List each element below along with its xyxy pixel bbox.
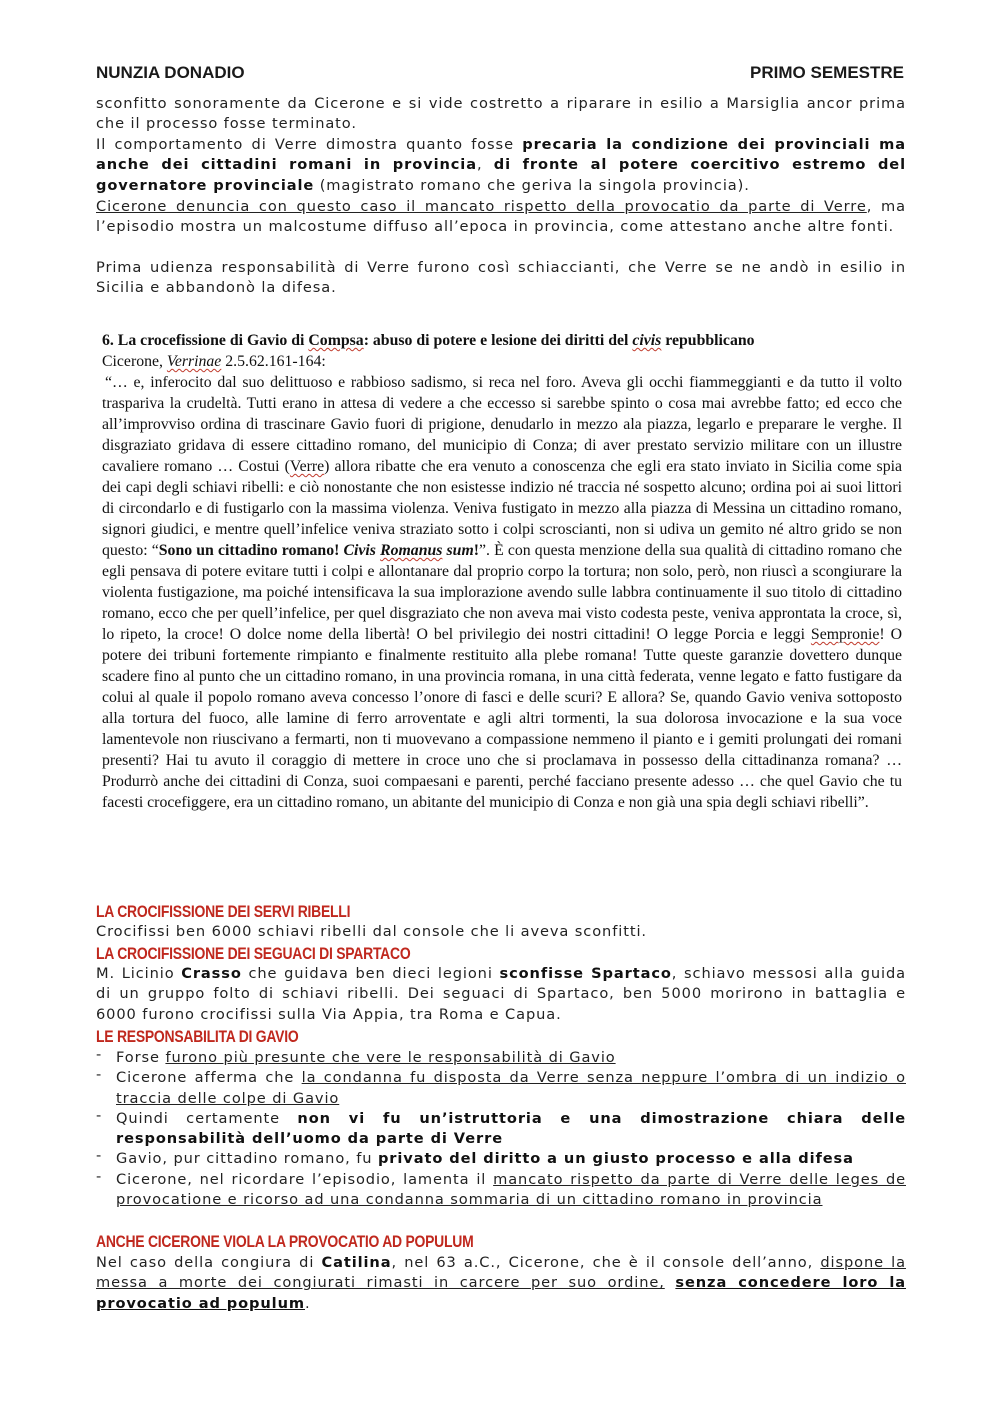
list-item xyxy=(96,1106,906,1150)
spellcheck-word: civis xyxy=(632,332,662,349)
text-span: , ma l’episodio mostra un malcostume diffuso all’epoca in provincia, come attestano anche altre fonti. xyxy=(96,198,906,236)
bold-text: non vi fu un’istruttoria e una dimostrazione chiara delle responsabilità dell’uomo da parte di Verre xyxy=(116,1109,906,1148)
bold-text: Catilina xyxy=(321,1254,392,1271)
list-item xyxy=(96,1068,906,1109)
quote-source xyxy=(102,351,902,372)
text-span: Il comportamento di Verre dimostra quanto fosse xyxy=(96,136,523,153)
text-span: Cicerone, nel ricordare l’episodio, lamenta il xyxy=(116,1170,494,1188)
intro-paragraph-4: Prima udienza responsabilità di Verre furono così schiaccianti, che Verre se ne andò in esilio in Sicilia e abbandonò la difesa. xyxy=(96,259,906,297)
intro-paragraph-3 xyxy=(96,197,906,238)
text-span: 6. La crocefissione di Gavio di xyxy=(102,332,309,349)
spellcheck-word: Sempronie xyxy=(810,626,880,643)
heading-seguaci-spartaco: LA CROCIFISSIONE DEI SEGUACI DI SPARTACO xyxy=(96,944,411,963)
bold-text: ! xyxy=(473,542,480,559)
list-item xyxy=(96,1149,906,1169)
bold-text: sconfisse Spartaco xyxy=(499,965,672,982)
text-span: , xyxy=(476,156,494,174)
spartaco-paragraph xyxy=(96,964,906,1025)
text-span: “… e, inferocito dal suo delittuoso e rabbioso sadismo, si reca nel foro. Aveva gli occhi fiammeggianti e da tutto il volto traspariva la crudeltà. Tutti erano in attesa di vedere a che eccesso si sarebbe spinto o cosa mai avrebbe fatto; ed ecco che all’improvviso ordina di trascinare Gavio fuori di prigione, denudarlo in mezzo ala piazza, legarlo e preparare le verghe. Il disgraziato gridava di essere cittadino romano, del municipio di Conza; di aver prestato servizio militare con un illustre cavaliere romano … Costui ( xyxy=(102,374,902,475)
quote-text xyxy=(102,372,902,813)
heading-cicerone-provocatio: ANCHE CICERONE VIOLA LA PROVOCATIO AD POPULUM xyxy=(96,1232,474,1251)
text-span: Quindi certamente xyxy=(116,1109,298,1127)
intro-paragraph-2 xyxy=(96,135,906,196)
text-span xyxy=(665,1274,676,1291)
text-span: Forse xyxy=(116,1049,166,1066)
text-span: repubblicano xyxy=(661,332,755,349)
dash-bullet: - xyxy=(96,1167,103,1185)
underlined-text: la condanna fu disposta da Verre senza neppure l’ombra di un indizio o traccia delle colpe di Gavio xyxy=(116,1069,906,1107)
text-span: , nel 63 a.C., Cicerone, che è il console dell’anno, xyxy=(391,1254,821,1271)
list-item xyxy=(96,1048,906,1068)
bold-text: privato del diritto a un giusto processo e alla difesa xyxy=(377,1150,854,1168)
underlined-text: mancato rispetto da parte di Verre delle leges de provocatione e ricorso ad una condanna sommaria di un cittadino romano in provincia xyxy=(116,1170,906,1209)
list-item xyxy=(96,1167,906,1211)
text-span: ”. È con questa menzione della sua qualità di cittadino romano che egli pensava di potere evitare tutti i colpi e allontanare dal proprio corpo la tortura; non solo, però, non riuscì a scongiurare la violenta fustigazione, ma poiché intensificava la sua implorazione avendo sulle labbra continuamente il suo titolo di cittadino romano, ecco che per quell’infelice, per quel disgraziato che non aveva mai visto codesta peste, veniva approntata la croce, sì, lo ripeto, la croce! O dolce nome della libertà! O bel privilegio dei nostri cittadini! O legge Porcia e leggi xyxy=(102,542,902,643)
dash-bullet: - xyxy=(96,1066,103,1084)
page-header xyxy=(96,63,904,85)
text-span: (magistrato romano che geriva la singola provincia). xyxy=(314,176,750,194)
underlined-text: Cicerone denuncia con questo caso il mancato rispetto della provocatio da parte di Verre xyxy=(96,198,867,215)
heading-servi-ribelli: LA CROCIFISSIONE DEI SERVI RIBELLI xyxy=(96,902,351,921)
dash-bullet: - xyxy=(96,1046,103,1063)
author-name: NUNZIA DONADIO xyxy=(96,63,245,82)
spellcheck-word: Compsa xyxy=(308,332,364,349)
dash-bullet: - xyxy=(96,1106,103,1124)
italic-bold-text: Civis xyxy=(343,542,381,559)
bold-text: Sono un cittadino romano! xyxy=(158,542,344,559)
text-span: 2.5.62.161-164: xyxy=(221,353,326,370)
semester-label: PRIMO SEMESTRE xyxy=(750,63,904,82)
text-span: ! O potere dei tribuni fortemente rimpianto e finalmente restituito alla plebe romana! Tutte queste garanzie dovettero dunque scadere fino al punto che un cittadino romano, in una provincia romana, in una città federata, venne legato e fatto fustigare da colui al quale il popolo romano aveva concesso l’onore di fasci e delle scuri? E allora? Se, quando Gavio veniva sottoposto alla tortura del fuoco, alle lamine di ferro arroventate e agli altri tormenti, la sua dolorosa invocazione e la sua voce lamentevole non riuscivano a fermarti, non ti muovevano a compassione nemmeno il pianto e i gemiti prolungati dei romani presenti? Hai tu avuto il coraggio di mettere in croce uno che si proclamava in possesso della cittadinanza romana? … Produrrò anche dei cittadini di Conza, suoi compaesani e parenti, perché facciano presente adesso … che quel Gavio che tu facesti crocefiggere, era un cittadino romano, un abitante del municipio di Conza e non già una spia degli schiavi ribelli”. xyxy=(102,626,902,811)
heading-responsabilita-gavio: LE RESPONSABILITA DI GAVIO xyxy=(96,1027,299,1046)
underlined-text: furono più presunte che vere le responsabilità di Gavio xyxy=(165,1049,616,1066)
text-span: che guidava ben dieci legioni xyxy=(241,965,500,982)
dash-bullet: - xyxy=(96,1147,103,1165)
text-span: : abuso di potere e lesione dei diritti del xyxy=(363,332,633,349)
underlined-text: dispone la messa a morte dei congiurati rimasti in carcere per suo ordine, xyxy=(96,1254,906,1292)
text-span: Cicerone afferma che xyxy=(116,1069,302,1087)
bold-text: precaria la condizione dei provinciali ma anche dei cittadini romani in provincia xyxy=(96,136,906,174)
bold-underlined-text: senza concedere loro la provocatio ad populum xyxy=(96,1274,906,1312)
quote-title xyxy=(102,330,902,351)
spellcheck-word: Romanus xyxy=(380,542,443,559)
intro-paragraph-1: sconfitto sonoramente da Cicerone e si vide costretto a riparare in esilio a Marsiglia ancor prima che il processo fosse terminato. xyxy=(96,95,906,133)
gavio-bullet-list xyxy=(96,1048,906,1210)
spellcheck-word: Verre xyxy=(289,458,325,475)
servi-ribelli-text: Crocifissi ben 6000 schiavi ribelli dal console che li aveva sconfitti. xyxy=(96,923,647,940)
bold-text: Crasso xyxy=(181,965,242,982)
text-span: Nel caso della congiura di xyxy=(96,1254,322,1271)
text-span: M. Licinio xyxy=(96,965,182,982)
text-span: . xyxy=(304,1294,311,1312)
text-span: Gavio, pur cittadino romano, fu xyxy=(116,1150,378,1168)
italic-bold-text: sum xyxy=(442,542,474,559)
text-span: ) allora ribatte che era venuto a conoscenza che egli era stato inviato in Sicilia come spia dei capi degli schiavi ribelli: e ciò nonostante che non esistesse indizio né traccia né sospetto alcuno; ordina poi ai suoi littori di circondarlo e di fustigarlo con la massima violenza. Veniva fustigato in mezzo alla piazza di Messina un cittadino romano, signori giudici, e mentre quell’infelice veniva straziato sotto i colpi scroscianti, non si udiva un gemito né altro grido se non questo: “ xyxy=(102,458,902,559)
catilina-paragraph xyxy=(96,1253,906,1314)
verrinae-quote-block xyxy=(102,330,902,813)
spellcheck-word: Verrinae xyxy=(166,353,222,370)
text-span: , schiavo messosi alla guida di un gruppo folto di schiavi ribelli. Dei seguaci di Spartaco, ben 5000 morirono in battaglia e 6000 furono crocifissi sulla Via Appia, tra Roma e Capua. xyxy=(96,965,906,1023)
bold-text: di fronte al potere coercitivo estremo del governatore provinciale xyxy=(96,156,906,194)
text-span: Cicerone, xyxy=(102,353,167,370)
